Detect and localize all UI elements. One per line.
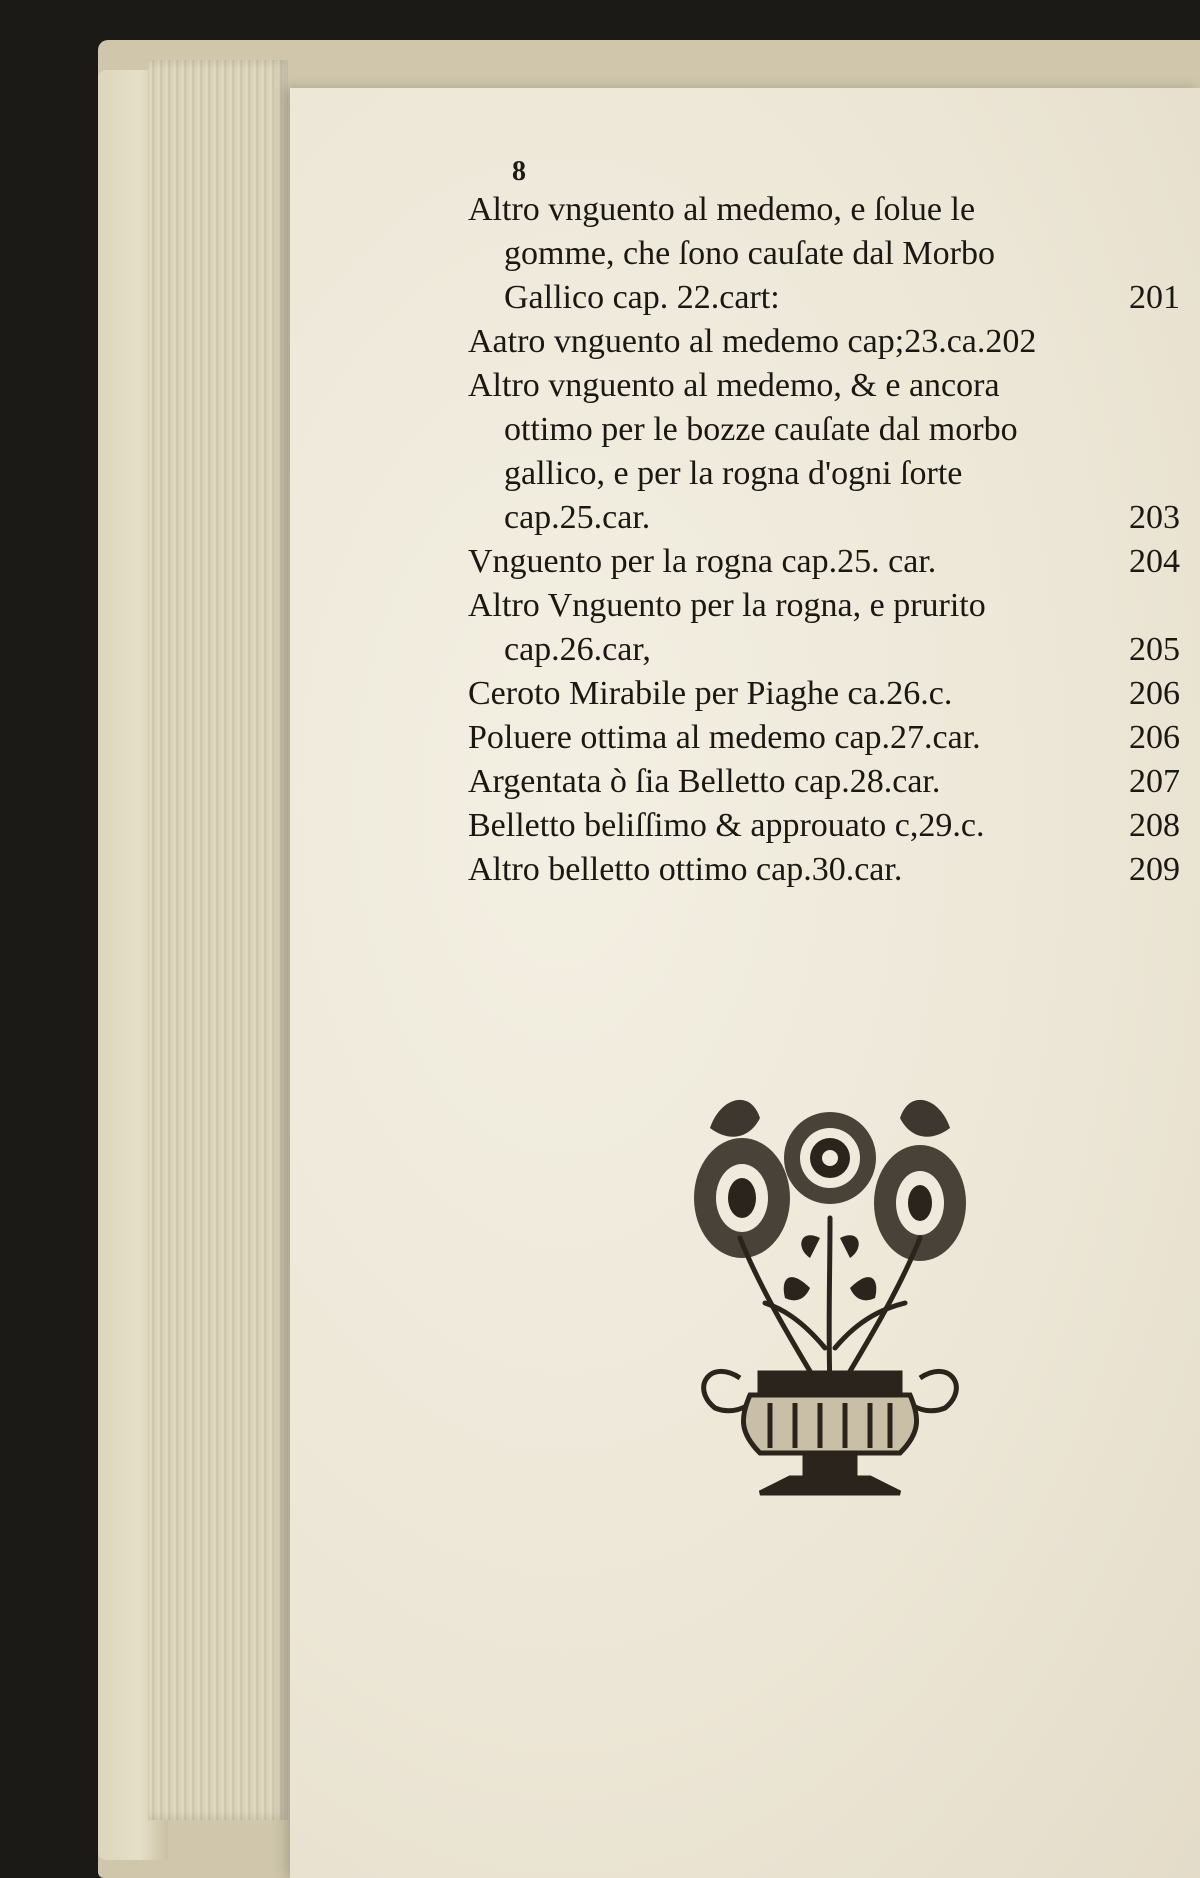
entry-page-number: 203 [1129,499,1180,536]
entry-text: cap.26.car, [504,631,651,668]
index-entry-line [468,848,1180,892]
entry-text: Belletto beliſſimo & approuato c,29.c. [468,807,985,844]
entry-text: Vnguento per la rogna cap.25. car. [468,543,937,580]
entry-text: cap.25.car. [504,499,651,536]
entry-text: Altro vnguento al medemo, & e ancora [468,367,1000,404]
entry-text: Argentata ò ſia Belletto cap.28.car. [468,763,941,800]
entry-page-number: 204 [1129,543,1180,580]
entry-page-number: 206 [1129,719,1180,756]
entry-text: Poluere ottima al medemo cap.27.car. [468,719,981,756]
index-entry-line [468,276,1180,320]
book-page [290,88,1200,1878]
index-entry-line [468,584,1180,628]
index-entry-line [468,452,1180,496]
index-entry-line [468,760,1180,804]
index-entry-line [468,540,1180,584]
entry-text: Gallico cap. 22.cart: [504,279,780,316]
entry-text: gomme, che ſono cauſate dal Morbo [504,235,995,272]
entry-text: Ceroto Mirabile per Piaghe ca.26.c. [468,675,953,712]
index-entry-line [468,188,1180,232]
entry-page-number: 205 [1129,631,1180,668]
entry-text: gallico, e per la rogna d'ogni ſorte [504,455,963,492]
index-entry-line [468,628,1180,672]
page-edges [148,60,288,1820]
flower-vase-woodcut-icon [670,1088,990,1508]
entry-text: Altro belletto ottimo cap.30.car. [468,851,903,888]
index-entry-line [468,716,1180,760]
entry-page-number: 207 [1129,763,1180,800]
index-entry-line [468,364,1180,408]
page-number: 8 [512,156,526,187]
index-entry-line [468,408,1180,452]
entry-page-number: 201 [1129,279,1180,316]
entry-text: ottimo per le bozze cauſate dal morbo [504,411,1018,448]
index-entry-line [468,672,1180,716]
index-entry-line [468,804,1180,848]
entry-text: Aatro vnguento al medemo cap;23.ca.202 [468,323,1037,360]
index-entry-line [468,232,1180,276]
index-entry-line [468,320,1180,364]
entry-text: Altro Vnguento per la rogna, e prurito [468,587,986,624]
entry-page-number: 206 [1129,675,1180,712]
entry-page-number: 209 [1129,851,1180,888]
index-entries [468,188,1180,892]
entry-text: Altro vnguento al medemo, e ſolue le [468,191,976,228]
entry-page-number: 208 [1129,807,1180,844]
index-entry-line [468,496,1180,540]
